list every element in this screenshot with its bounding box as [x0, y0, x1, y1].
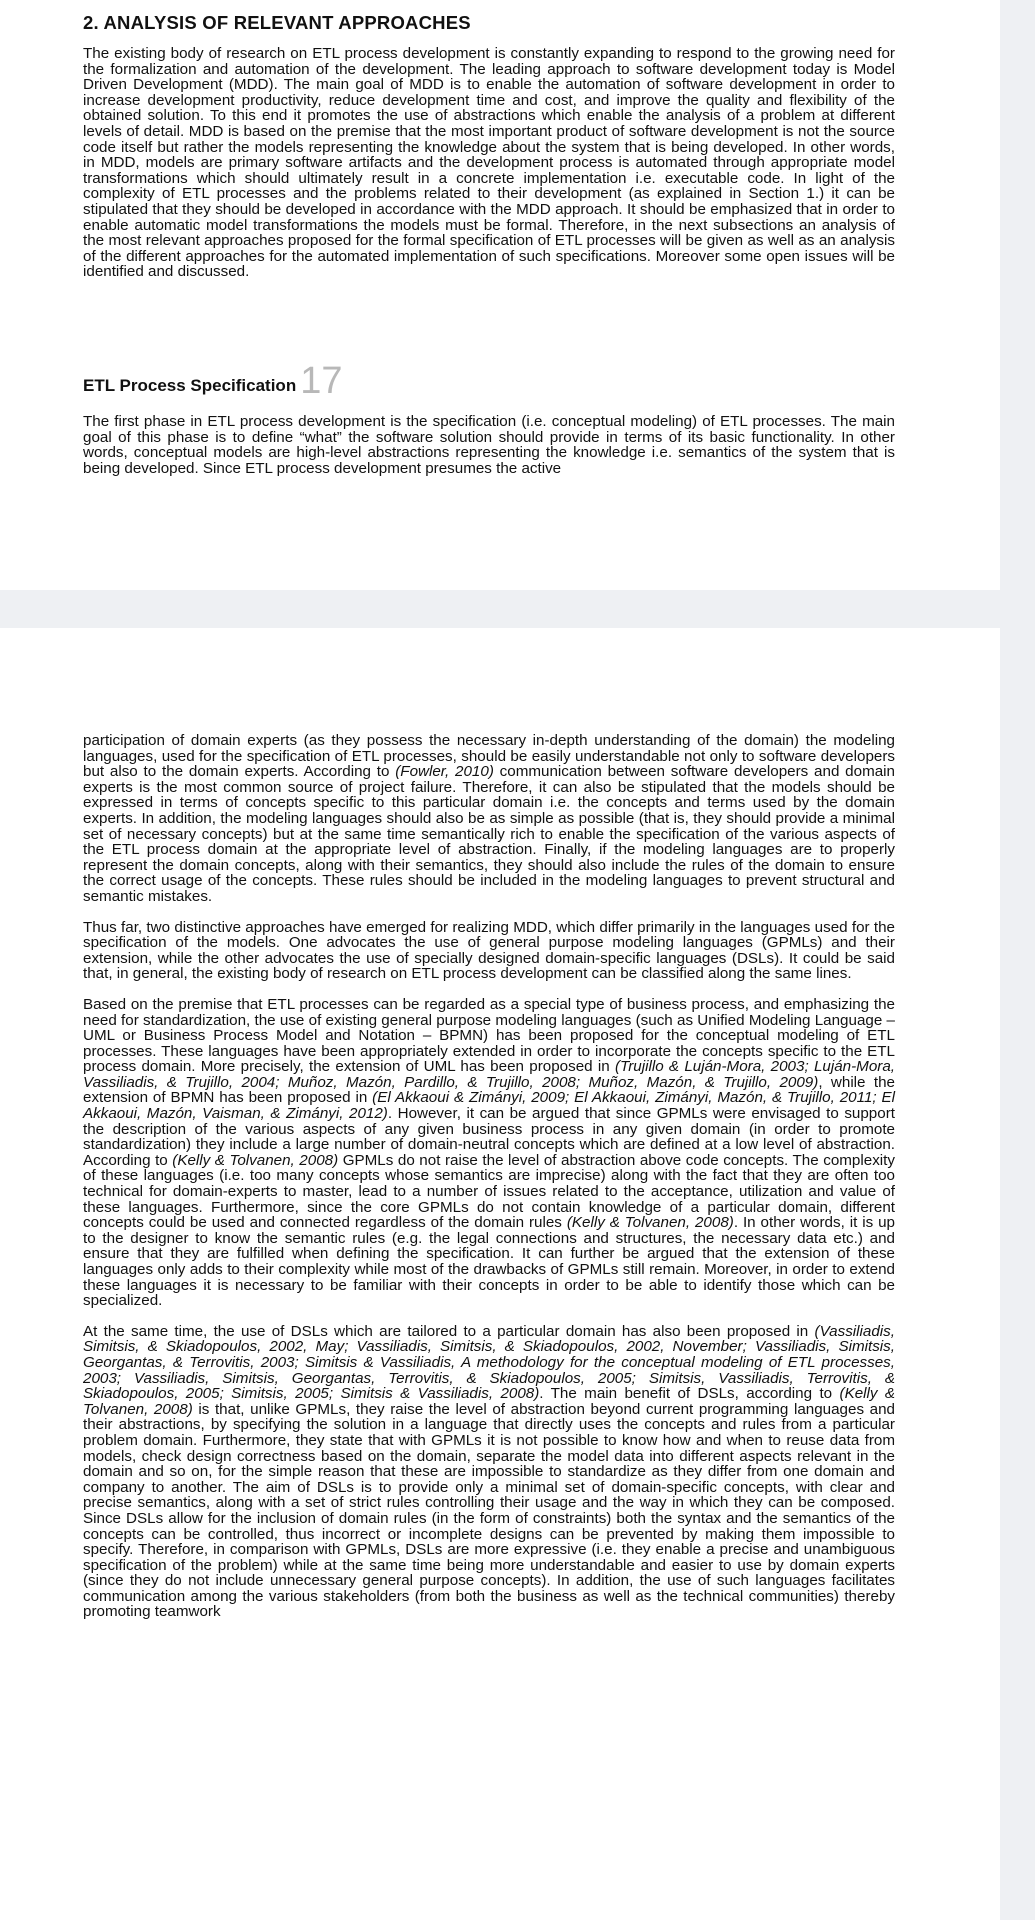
- text-run: . The main benefit of DSLs, according to: [539, 1385, 840, 1403]
- text-run: participation of domain experts (as they possess the necessary in-depth understanding of the domain) the modeling languages, used for the specification of ETL processes, should be easily understandable not only to software developers but also to the domain experts. According to: [83, 732, 895, 781]
- citation: (Kelly & Tolvanen, 2008): [83, 1385, 896, 1418]
- text-run: is that, unlike GPMLs, they raise the level of abstraction beyond current programming languages and their abstractions, by specifying the solution in a language that directly uses the concepts and rules from a particular problem domain. Furthermore, they state that with GPMLs it is not possible to know how and when to reuse data from models, check design correctness based on the domain, separate the model data into different aspects relevant in the domain and so on, for the simple reason that these are impossible to standardize as they differ from one domain and company to another. The aim of DSLs is to provide only a minimal set of domain-specific concepts, with clear and precise semantics, along with a set of strict rules controlling their usage and the way in which they can be composed. Since DSLs allow for the inclusion of domain rules (in the form of constraints) both the syntax and the semantics of the concepts can be controlled, thus incorrect or incomplete designs can be prevented by making them impossible to specify. Therefore, in comparison with GPMLs, DSLs are more expressive (i.e. they enable a precise and unambiguous specification of the problem) while at the same time being more understandable and easier to use by domain experts (since they do not include unnecessary general purpose concepts). In addition, the use of such languages facilitates communication among the various stakeholders (from both the business as well as the technical communities) thereby promoting teamwork: [83, 1400, 895, 1621]
- citation: (Fowler, 2010): [395, 763, 494, 781]
- citation: (Trujillo & Luján-Mora, 2003; Luján-Mora, Vassiliadis, & Trujillo, 2004; Muñoz, Mazón, Pardillo, & Trujillo, 2008; Muñoz, Mazón, & Trujillo, 2009): [83, 1058, 895, 1091]
- document-page-bottom: [0, 628, 1000, 1920]
- citation: (El Akkaoui & Zimányi, 2009; El Akkaoui, Zimányi, Mazón, & Trujillo, 2011; El Akkaoui, Mazón, Vaisman, & Zimányi, 2012): [83, 1089, 895, 1123]
- paragraph-gpml: [83, 997, 895, 1309]
- subsection-block: [83, 360, 895, 477]
- citation: (Vassiliadis, Simitsis, & Skiadopoulos, 2002, May; Vassiliadis, Simitsis, & Skiadopoulos, 2002, November; Vassiliadis, Simitsis, Georgantas, & Terrovitis, 2003; Simitsis & Vassiliadis, A methodology for the conceptual modeling of ETL processes, 2003; Vassiliadis, Simitsis, Georgantas, Terrovitis, & Skiadopoulos, 2005; Simitsis, Vassiliadis, Terrovitis, & Skiadopoulos, 2005; Simitsis, 2005; Simitsis & Vassiliadis, 2008): [83, 1322, 895, 1403]
- text-run: . However, it can be argued that since GPMLs were envisaged to support the description of the various aspects of any given business process in any given domain (in order to promote standardization) they include a large number of domain-neutral concepts which are defined at a low level of abstraction. According to: [83, 1105, 895, 1169]
- text-run: . In other words, it is up to the designer to know the semantic rules (e.g. the legal connections and structures, the necessary data etc.) and ensure that they are fulfilled when defining the specification. It can further be argued that the extension of these languages only adds to their complexity while most of the drawbacks of GPMLs still remain. Moreover, in order to extend these languages it is necessary to be familiar with their concepts in order to be able to identify those which can be specialized.: [83, 1214, 895, 1310]
- page2-text: [83, 733, 895, 1620]
- subsection-heading: [83, 360, 895, 402]
- section-intro-paragraph: The existing body of research on ETL process development is constantly expanding to respond to the growing need for the formalization and automation of the development. The leading approach to software development today is Model Driven Development (MDD). The main goal of MDD is to enable the automation of software development in order to increase development productivity, reduce development time and cost, and improve the quality and flexibility of the obtained solution. To this end it promotes the use of abstractions which enable the analysis of a problem at different levels of detail. MDD is based on the premise that the most important product of software development is not the source code itself but rather the models representing the knowledge about the system that is being developed. In other words, in MDD, models are primary software artifacts and the development process is automated through appropriate model transformations which should ultimately result in a concrete implementation i.e. executable code. In light of the complexity of ETL processes and the problems related to their development (as explained in Section 1.) it can be stipulated that they should be developed in accordance with the MDD approach. It should be emphasized that in order to enable automatic model transformations the models must be formal. Therefore, in the next subsections an analysis of the most relevant approaches proposed for the formal specification of ETL processes will be given as well as an analysis of the different approaches for the automated implementation of such specifications. Moreover some open issues will be identified and discussed.: [83, 45, 895, 281]
- citation: (Kelly & Tolvanen, 2008): [566, 1214, 734, 1232]
- document-page-top: [0, 0, 1000, 590]
- text-run: GPMLs do not raise the level of abstraction above code concepts. The complexity of these languages (i.e. too many concepts whose semantics are imprecise) along with the fact that they are often too technical for domain-experts to master, lead to a number of issues related to the acceptance, utilization and value of these languages. Furthermore, since the core GPMLs do not contain knowledge of a particular domain, different concepts could be used and connected regardless of the domain rules: [83, 1151, 895, 1232]
- page-gap-top: [0, 544, 1000, 590]
- citation: (Kelly & Tolvanen, 2008): [172, 1151, 339, 1169]
- page-number: 17: [300, 360, 343, 402]
- page-gap: [0, 590, 1000, 628]
- subsection-title: ETL Process Specification: [83, 376, 297, 395]
- section-block: [83, 12, 895, 280]
- paragraph-continuation: [83, 733, 895, 905]
- section-heading: 2. ANALYSIS OF RELEVANT APPROACHES: [83, 12, 471, 33]
- paragraph-approaches: Thus far, two distinctive approaches have emerged for realizing MDD, which differ primarily in the languages used for the specification of the models. One advocates the use of general purpose modeling languages (GPMLs) and their extension, while the other advocates the use of specially designed domain-specific languages (DSLs). It could be said that, in general, the existing body of research on ETL process development can be classified along the same lines.: [83, 918, 895, 983]
- text-run: At the same time, the use of DSLs which are tailored to a particular domain has also been proposed in: [83, 1322, 815, 1340]
- paragraph-dsl: [83, 1324, 895, 1620]
- subsection-paragraph-1: The first phase in ETL process development is the specification (i.e. conceptual modeling) of ETL processes. The main goal of this phase is to define “what” the software solution should provide in terms of its basic functionality. In other words, conceptual models are high-level abstractions representing the knowledge i.e. semantics of the system that is being developed. Since ETL process development presumes the active: [83, 413, 895, 477]
- text-run: , while the extension of BPMN has been proposed in: [83, 1073, 895, 1107]
- text-run: communication between software developers and domain experts is the most common source of project failure. Therefore, it can also be stipulated that the models should be expressed in terms of concepts specific to this particular domain i.e. the concepts and terms used by the domain experts. In addition, the modeling languages should also be as simple as possible (that is, they should provide a minimal set of necessary concepts) but at the same time semantically rich to enable the specification of the various aspects of the ETL process domain at the appropriate level of abstraction. Finally, if the modeling languages are to properly represent the domain concepts, along with their semantics, they should also include the rules of the domain to ensure the correct usage of the concepts. These rules should be included in the modeling languages to prevent structural and semantic mistakes.: [83, 763, 895, 905]
- text-run: Based on the premise that ETL processes can be regarded as a special type of business process, and emphasizing the need for standardization, the use of existing general purpose modeling languages (such as Unified Modeling Language – UML or Business Process Model and Notation – BPMN) has been proposed for the conceptual modeling of ETL processes. These languages have been appropriately extended in order to incorporate the concepts specific to the ETL process domain. More precisely, the extension of UML has been proposed in: [83, 995, 895, 1076]
